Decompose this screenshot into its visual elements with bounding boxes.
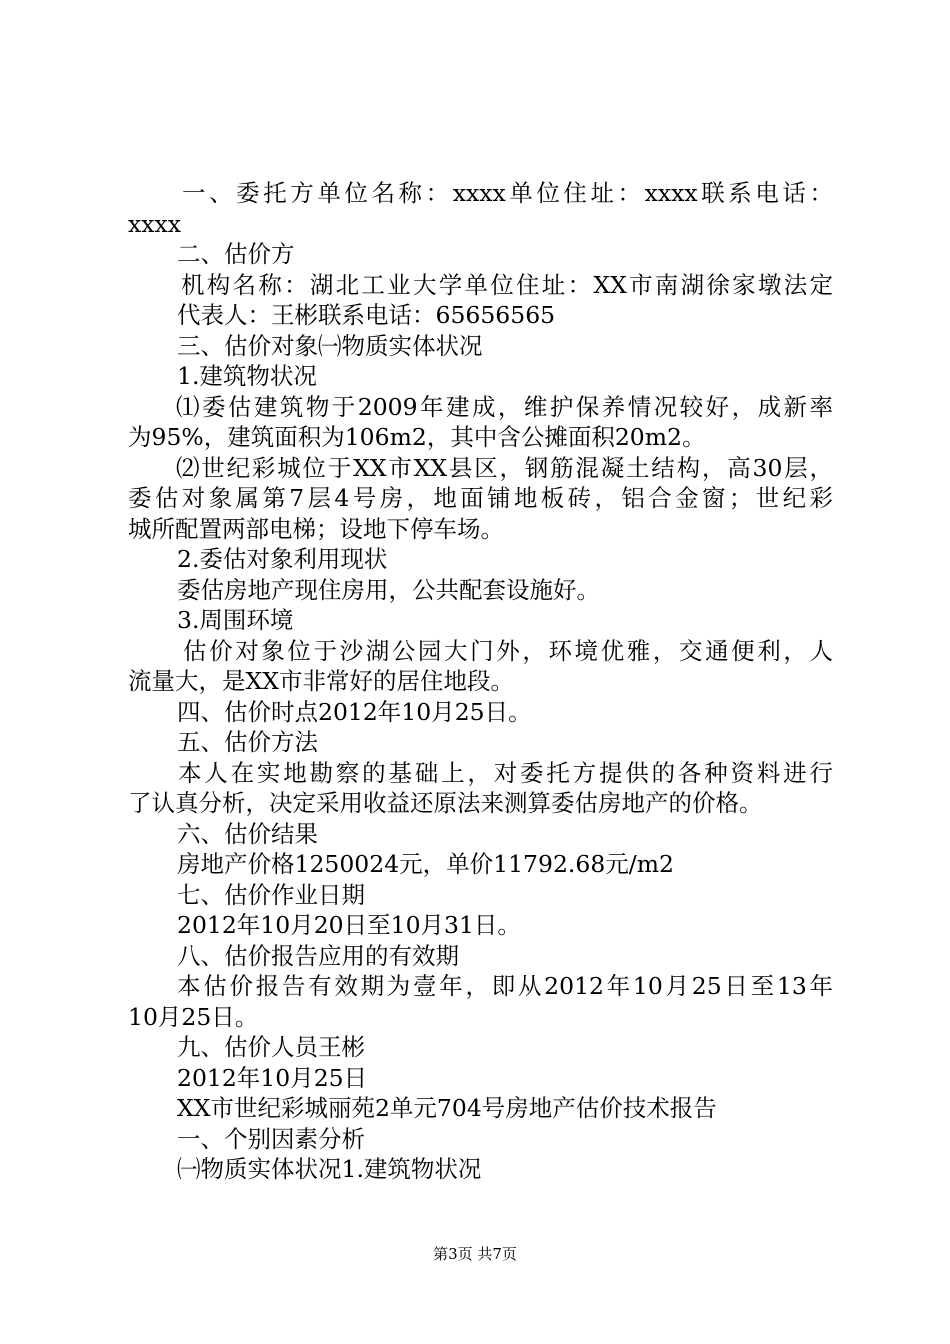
text-line: 2012年10月25日 bbox=[177, 1063, 368, 1092]
text-line: 九、估价人员王彬 bbox=[177, 1033, 365, 1061]
text-line: 城所配置两部电梯；设地下停车场。 bbox=[128, 514, 504, 543]
text-line: 一、个别因素分析 bbox=[177, 1124, 365, 1153]
text-line: 一、委托方单位名称：xxxx单位住址：xxxx联系电话： bbox=[182, 179, 833, 207]
text-line: 房地产价格1250024元，单价11792.68元/m2 bbox=[177, 850, 674, 878]
text-line: ⑴委估建筑物于2009年建成，维护保养情况较好，成新率 bbox=[176, 392, 833, 421]
text-line: ⑵世纪彩城位于XX市XX县区，钢筋混凝土结构，高30层， bbox=[176, 453, 833, 482]
text-line: 机构名称：湖北工业大学单位住址：XX市南湖徐家墩法定 bbox=[181, 270, 833, 299]
text-line: 估价对象位于沙湖公园大门外，环境优雅，交通便利，人 bbox=[183, 636, 833, 665]
text-line: 八、估价报告应用的有效期 bbox=[177, 941, 459, 970]
text-line: 四、估价时点2012年10月25日。 bbox=[177, 697, 532, 726]
text-line: 1.建筑物状况 bbox=[177, 362, 317, 390]
text-line: 七、估价作业日期 bbox=[177, 880, 365, 909]
text-line: 3.周围环境 bbox=[177, 606, 294, 634]
text-line: XX市世纪彩城丽苑2单元704号房地产估价技术报告 bbox=[177, 1094, 717, 1122]
text-line: 六、估价结果 bbox=[177, 819, 318, 848]
text-line: 为95%，建筑面积为106m2，其中含公摊面积20m2。 bbox=[128, 423, 706, 451]
text-line: 二、估价方 bbox=[177, 240, 295, 268]
text-line: 2.委估对象利用现状 bbox=[177, 545, 388, 573]
document-body bbox=[128, 178, 833, 1185]
text-line: 委估对象属第7层4号房，地面铺地板砖，铝合金窗；世纪彩 bbox=[128, 484, 833, 512]
text-line: 五、估价方法 bbox=[177, 728, 318, 756]
text-line: 本估价报告有效期为壹年，即从2012年10月25日至13年 bbox=[177, 972, 833, 1000]
text-line: 委估房地产现住房用，公共配套设施好。 bbox=[177, 575, 600, 604]
text-line: 本人在实地勘察的基础上，对委托方提供的各种资料进行 bbox=[178, 758, 833, 787]
text-line: 代表人：王彬联系电话：65656565 bbox=[177, 301, 556, 329]
page-footer: 第3页 共7页 bbox=[433, 1245, 517, 1263]
text-line: 流量大，是XX市非常好的居住地段。 bbox=[128, 667, 514, 695]
text-line: 2012年10月20日至10月31日。 bbox=[177, 911, 521, 939]
text-line: 了认真分析，决定采用收益还原法来测算委估房地产的价格。 bbox=[128, 789, 763, 817]
text-line: 三、估价对象㈠物质实体状况 bbox=[177, 331, 483, 360]
text-line: ㈠物质实体状况1.建筑物状况 bbox=[177, 1155, 482, 1183]
text-line: 10月25日。 bbox=[128, 1002, 259, 1031]
text-line: xxxx bbox=[128, 209, 182, 238]
